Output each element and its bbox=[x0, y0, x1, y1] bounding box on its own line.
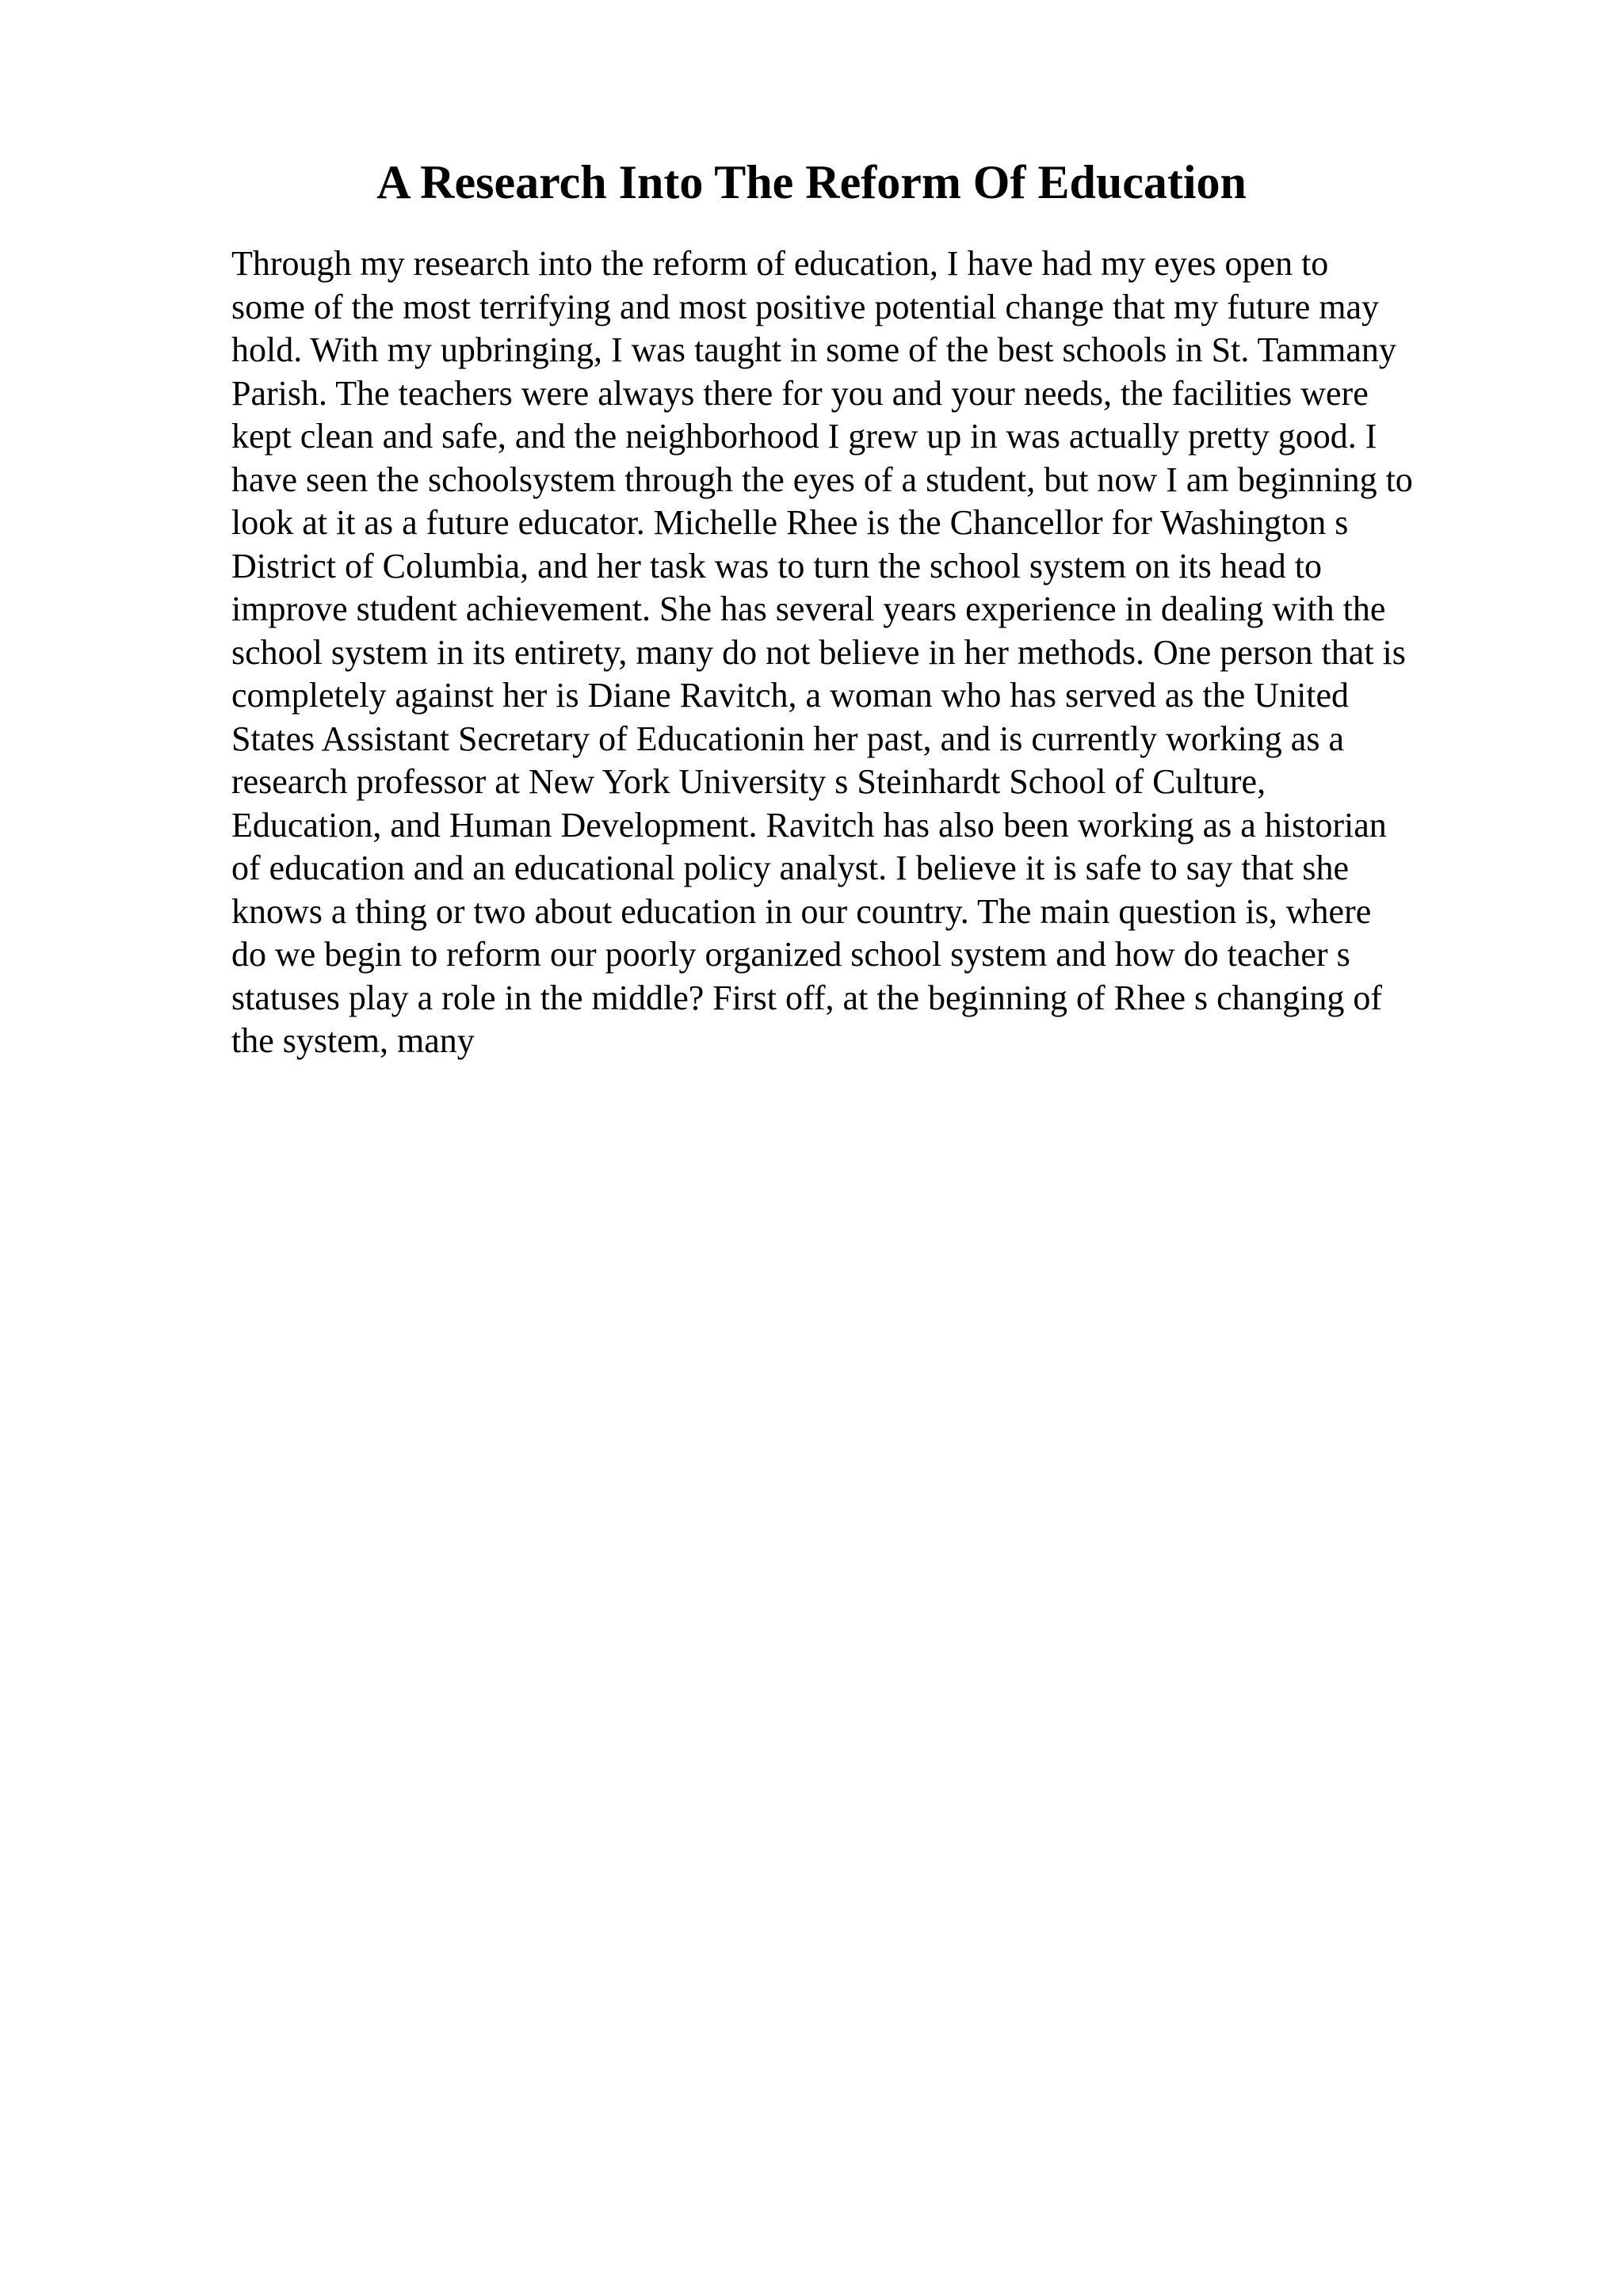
body-line: kept clean and safe, and the neighborhood I grew up in was actually pretty good. I bbox=[231, 417, 1377, 456]
body-line: District of Columbia, and her task was to turn the school system on its head to bbox=[231, 546, 1323, 585]
body-line: States Assistant Secretary of Educationin her past, and is currently working as a bbox=[231, 719, 1344, 758]
document-body bbox=[231, 242, 1499, 1063]
body-line: knows a thing or two about education in our country. The main question is, where bbox=[231, 891, 1372, 931]
body-line: school system in its entirety, many do not believe in her methods. One person that is bbox=[231, 632, 1406, 672]
body-line: completely against her is Diane Ravitch, a woman who has served as the United bbox=[231, 676, 1350, 715]
body-line: hold. With my upbringing, I was taught in some of the best schools in St. Tammany bbox=[231, 330, 1396, 369]
body-line: Parish. The teachers were always there for you and your needs, the facilities were bbox=[231, 373, 1369, 413]
body-line: of education and an educational policy analyst. I believe it is safe to say that she bbox=[231, 849, 1349, 887]
body-line: Education, and Human Development. Ravitch has also been working as a historian bbox=[231, 805, 1387, 845]
body-line: research professor at New York University s Steinhardt School of Culture, bbox=[231, 762, 1266, 801]
body-line: have seen the schoolsystem through the eyes of a student, but now I am beginning to bbox=[231, 460, 1413, 499]
body-line: Through my research into the reform of education, I have had my eyes open to bbox=[231, 244, 1329, 283]
body-line: look at it as a future educator. Michelle Rhee is the Chancellor for Washington s bbox=[231, 503, 1349, 542]
body-line: statuses play a role in the middle? First off, at the beginning of Rhee s changing of bbox=[231, 978, 1383, 1017]
document-title: A Research Into The Reform Of Education bbox=[376, 156, 1247, 208]
body-line: the system, many bbox=[231, 1021, 475, 1060]
body-line: some of the most terrifying and most positive potential change that my future may bbox=[231, 287, 1380, 326]
body-line: do we begin to reform our poorly organized school system and how do teacher s bbox=[231, 935, 1350, 974]
body-line: improve student achievement. She has several years experience in dealing with the bbox=[231, 589, 1386, 628]
